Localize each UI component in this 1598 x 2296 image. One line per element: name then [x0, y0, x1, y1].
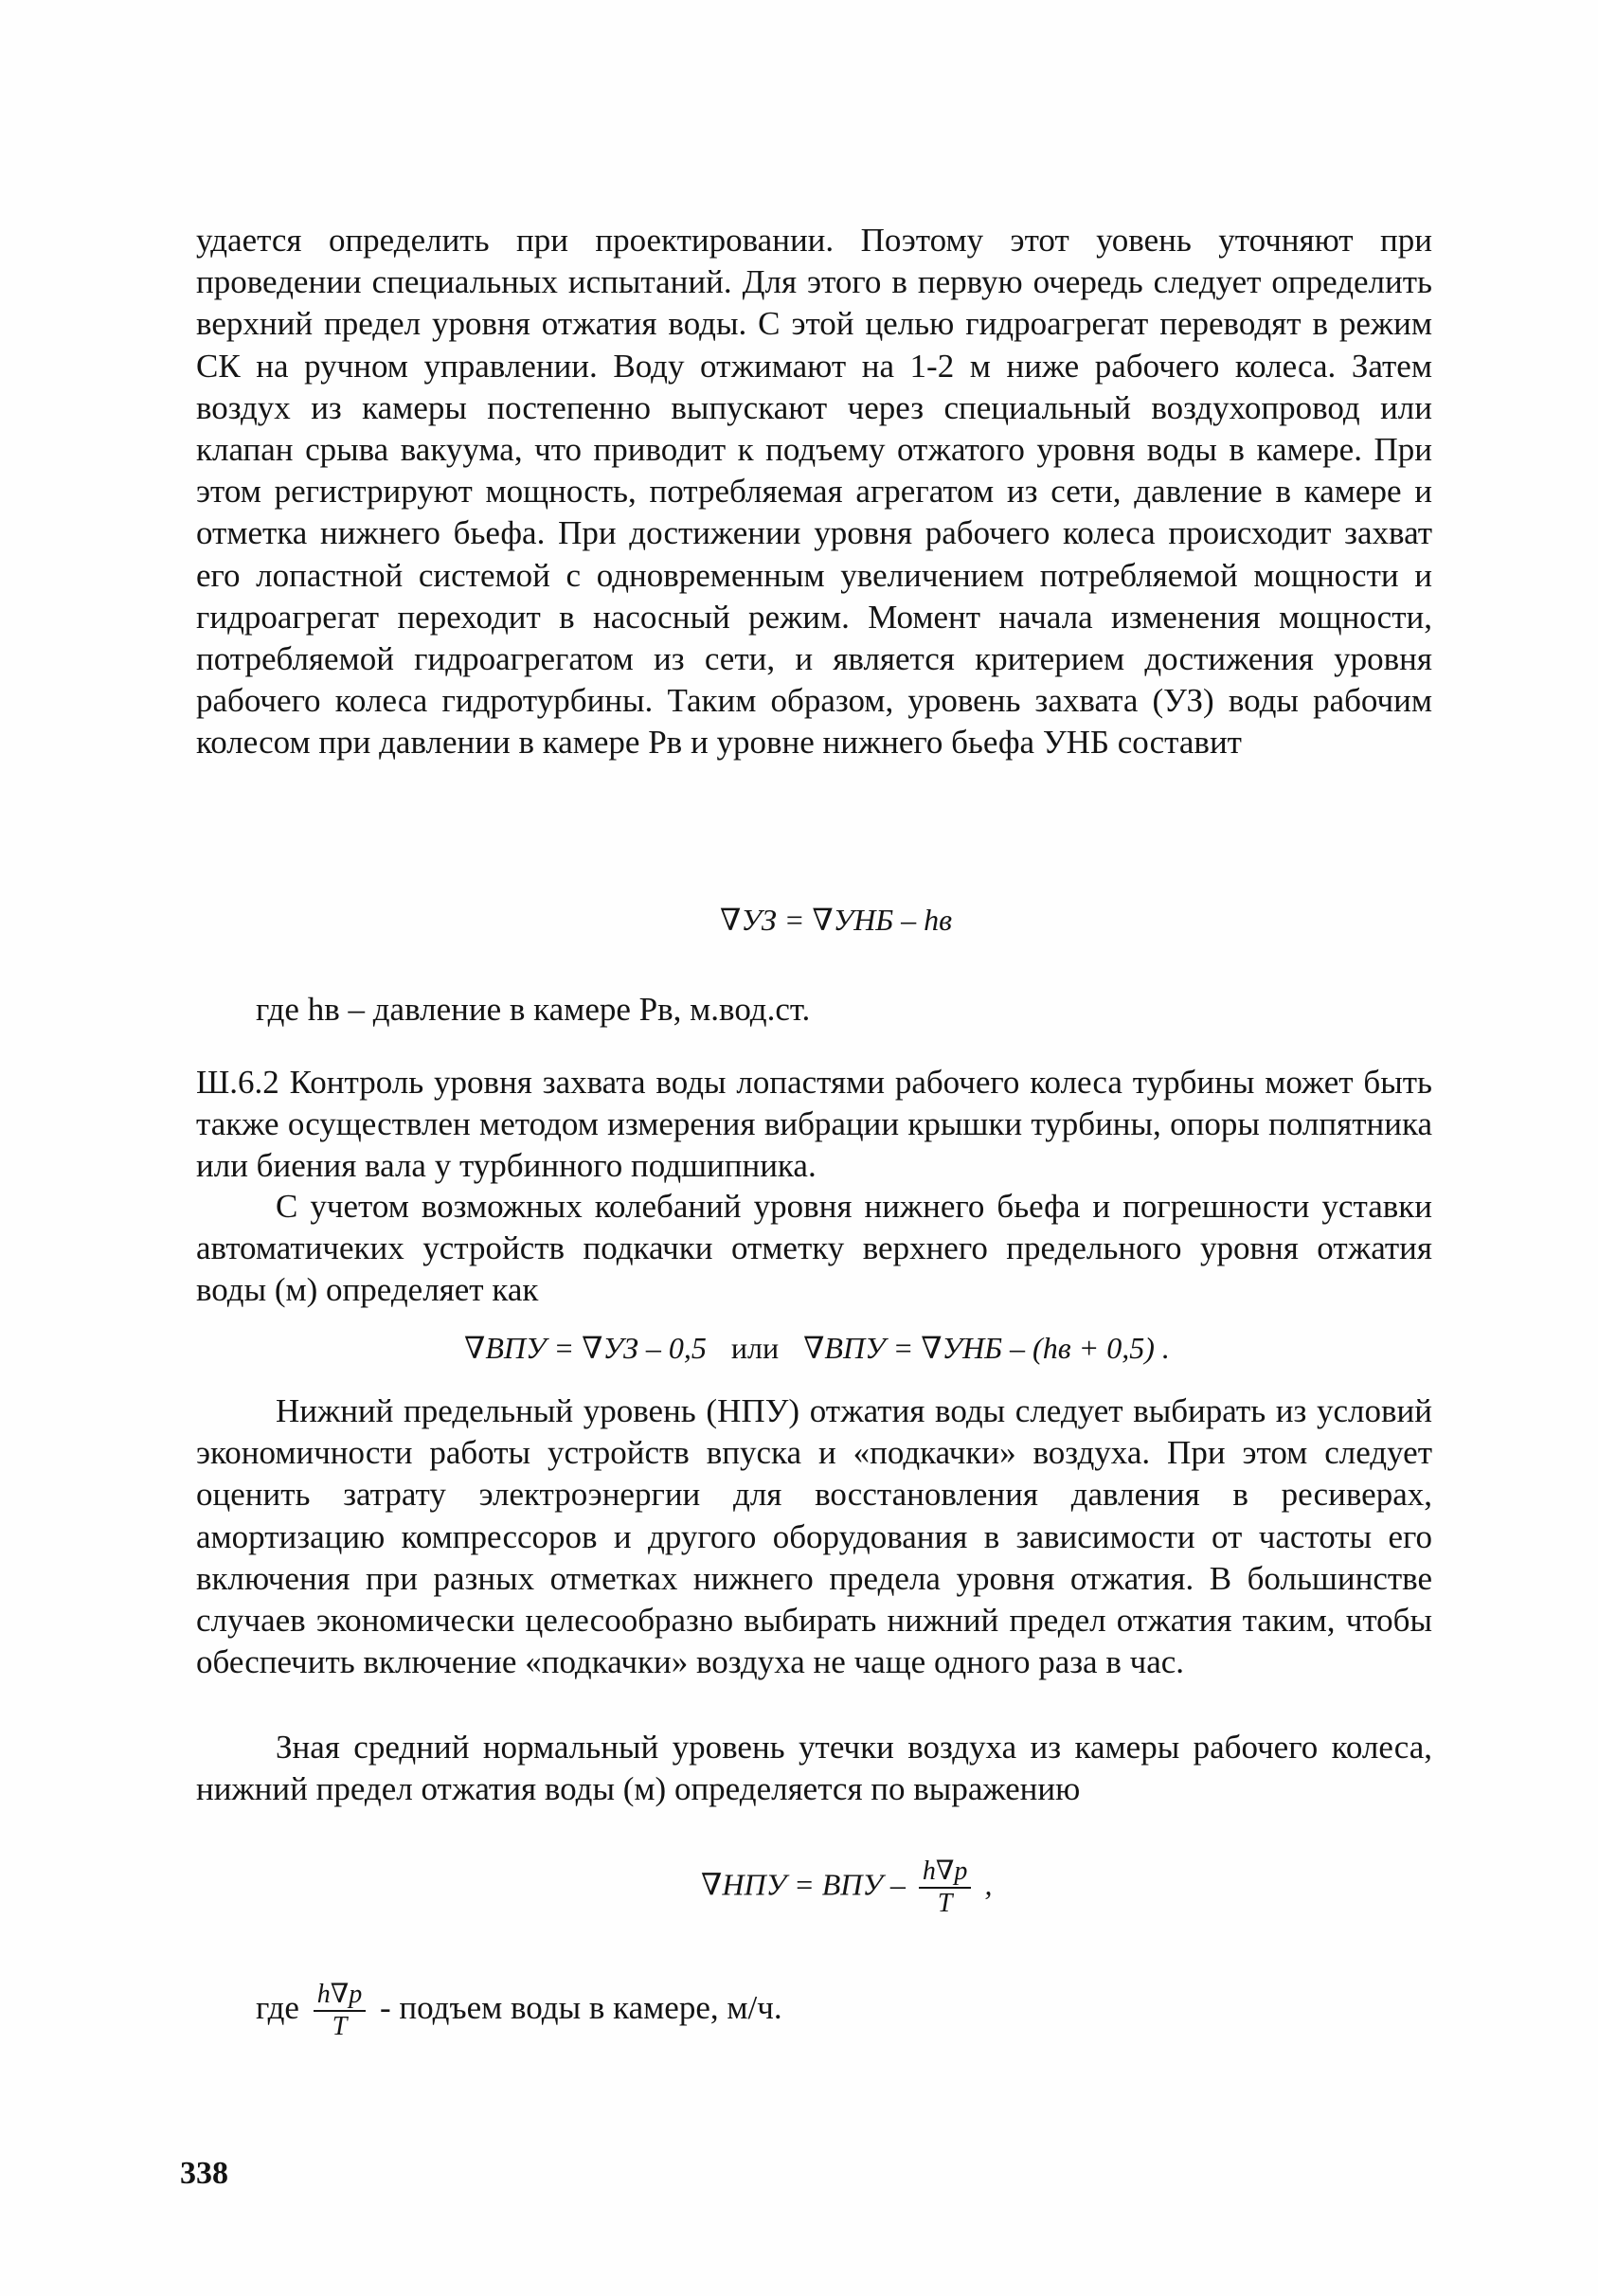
where-prefix: где [256, 1989, 299, 2027]
fraction-denominator: T [332, 2012, 348, 2042]
fraction-numerator: h∇p [314, 1980, 367, 2012]
fraction-rise-rate-where [314, 1980, 367, 2042]
paragraph-leakage: Зная средний нормальный уровень утечки воздуха из камеры рабочего колеса, нижний предел отжатия воды (м) определяется по выражению [196, 1729, 1432, 1808]
paragraph-lower-limit: Нижний предельный уровень (НПУ) отжатия воды следует выбирать из условий экономичности работы устройств впуска и «подкачки» воздуха. При этом следует оценить затрату электроэнергии для восстановления давления в ресиверах, амортизацию компрессоров и другого оборудования в зависимости от частоты его включения при разных отметках нижнего предела уровня отжатия. В большинстве случаев экономически целесообразно выбирать нижний предел отжатия таким, чтобы обеспечить включение «подкачки» воздуха не чаще одного раза в час. [196, 1392, 1432, 1681]
fraction-denominator: T [937, 1889, 953, 1919]
fraction-numerator: h∇p [919, 1857, 972, 1889]
where-rise-rate-definition [256, 1980, 782, 2042]
paragraph-capture-level: удается определить при проектировании. Поэтому этот уовень уточняют при проведении специальных испытаний. Для этого в первую очередь следует определить верхний предел уровня отжатия воды. С этой целью гидроагрегат переводят в режим СК на ручном управлении. Воду отжимают на 1-2 м ниже рабочего колеса. Затем воздух из камеры постепенно выпускают через специальный воздухопровод или клапан срыва вакуума, что приводит к подъему отжатого уровня воды в камере. При этом регистрируют мощность, потребляемая агрегатом из сети, давление в камере и отметка нижнего бьефа. При достижении уровня рабочего колеса происходит захват его лопастной системой с одновременным увеличением потребляемой мощности и гидроагрегат переходит в насосный режим. Момент начала изменения мощности, потребляемой гидроагрегатом из сети, и является критерием достижения уровня рабочего колеса гидротурбины. Таким образом, уровень захвата (УЗ) воды рабочим колесом при давлении в камере Pв и уровне нижнего бьефа УНБ составит [196, 222, 1432, 762]
formula-upper-limit-left: ∇ВПУ = ∇УЗ – 0,5 [464, 1331, 707, 1365]
formula-capture-level: ∇УЗ = ∇УНБ – hв [720, 903, 953, 937]
formula-upper-limit [464, 1330, 1170, 1366]
paragraph-section-6-2: Ш.6.2 Контроль уровня захвата воды лопастями рабочего колеса турбины может быть также осуществлен методом измерения вибрации крышки турбины, опоры полпятника или биения вала у турбинного подшипника. [196, 1064, 1432, 1185]
where-suffix: - подъем воды в камере, м/ч. [380, 1989, 782, 2027]
formula-upper-limit-right: ∇ВПУ = ∇УНБ – (hв + 0,5) . [803, 1331, 1170, 1365]
formula-or-word: или [730, 1331, 780, 1365]
fraction-rise-rate [919, 1857, 972, 1919]
formula-lower-limit [701, 1857, 992, 1919]
formula-comma: , [984, 1867, 993, 1902]
where-hv-definition: где hв – давление в камере Pв, м.вод.ст. [256, 991, 811, 1028]
paragraph-upper-limit: С учетом возможных колебаний уровня нижнего бьефа и погрешности уставки автоматичеких устройств подкачки отметку верхнего предельного уровня отжатия воды (м) определяет как [196, 1188, 1432, 1309]
page-number: 338 [180, 2156, 228, 2191]
formula-lower-limit-left: ∇НПУ = ВПУ – [701, 1867, 906, 1902]
